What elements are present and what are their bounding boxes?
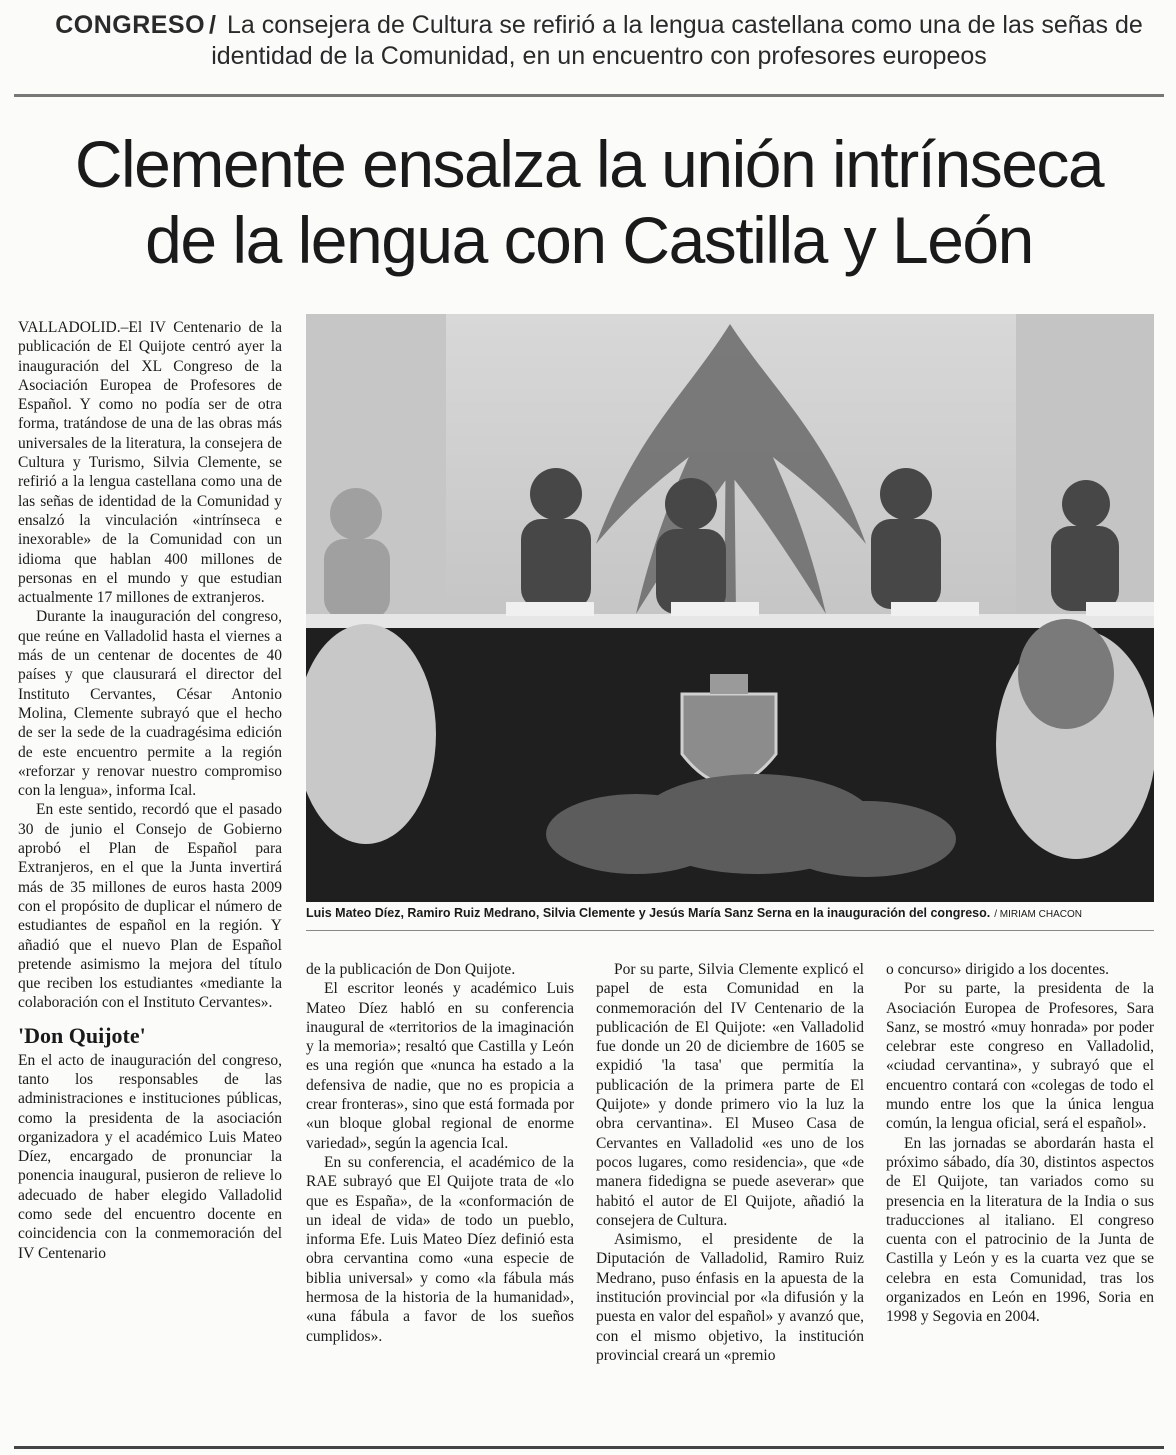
headline-line-2: de la lengua con Castilla y León — [145, 203, 1033, 277]
caption-rule — [306, 930, 1154, 931]
article-column-1 — [18, 318, 282, 1263]
paragraph-6: En su conferencia, el académico de la RAE subrayó que El Quijote trata de «lo que es España», de la «conformación de un ideal de vida» de todo un pueblo, informa Efe. Luis Mateo Díez definió esta obra cervantina como «una especie de biblia universal» y como «la fábula más hermosa de la historia de la humanidad», «una fábula a favor de los sueños cumplidos». — [306, 1153, 574, 1345]
photo-credit: / MIRIAM CHACON — [994, 909, 1082, 920]
headline — [14, 126, 1164, 278]
paragraph-7: Por su parte, Silvia Clemente explicó el papel de esta Comunidad en la conmemoración del IV Centenario de la publicación de El Quijote: «en Valladolid fue donde un 20 de diciembre de 1605 se expidió 'la tasa' que permitía la publicación de la primera parte de El Quijote» y donde primero vio la luz la obra cervantina». El Museo Casa de Cervantes en Valladolid «es uno de los pocos lugares, como residencia», que «de manera fidedigna se puede aseverar» que habitó el autor de El Quijote, añadió la consejera de Cultura. — [596, 961, 864, 1229]
section-label: CONGRESO — [55, 11, 206, 39]
kicker-text: La consejera de Cultura se refirió a la lengua castellana como una de las señas de identidad de la Comunidad, en un encuentro con profesores europeos — [211, 11, 1143, 70]
paragraph-3: En este sentido, recordó que el pasado 30 de junio el Consejo de Gobierno aprobó el Plan de Español para Extranjeros, en el que la Junta invertirá más de 35 millones de euros hasta 2009 con el propósito de duplicar el número de estudiantes de español en la región. Y añadió que el nuevo Plan de Español pretende asimismo la mejora del título que reciben los estudiantes «mediante la colaboración con el Instituto Cervantes». — [18, 801, 282, 1012]
photo-caption-text: Luis Mateo Díez, Ramiro Ruiz Medrano, Silvia Clemente y Jesús María Sanz Serna en la inauguración del congreso. — [306, 906, 991, 920]
event-photo — [306, 314, 1154, 902]
subhead: 'Don Quijote' — [18, 1022, 146, 1048]
headline-line-1: Clemente ensalza la unión intrínseca — [74, 127, 1104, 201]
photo-caption — [306, 906, 1154, 920]
top-rule — [14, 94, 1164, 97]
paragraph-9: Por su parte, la presidenta de la Asociación Europea de Profesores, Sara Sanz, se mostró «muy honrada» por poder celebrar este congreso en Valladolid, «ciudad cervantina», y subrayó que el encuentro contará con «colegas de todo el mundo entre los que la única lengua común, la lengua oficial, será el español». — [886, 980, 1154, 1133]
paragraph-4: En el acto de inauguración del congreso, tanto los responsables de las administraciones e instituciones públicas, como la presidenta de la asociación organizadora y el académico Luis Mateo Díez, encargado de pronunciar la ponencia inaugural, pusieron de relieve lo adecuado de haber elegido Valladolid como sede del encuentro docente en coincidencia con la conmemoración del IV Centenario — [18, 1051, 282, 1262]
paragraph-1: VALLADOLID.–El IV Centenario de la publicación de El Quijote centró ayer la inauguración del XL Congreso de la Asociación Europea de Profesores de Español. Y como no podía ser de otra forma, tratándose de una de las obras más universales de la literatura, la consejera de Cultura y Turismo, Silvia Clemente, se refirió a la lengua castellana como una de las señas de identidad de la Comunidad y ensalzó la vinculación «intrínseca e inexorable» de la Comunidad con un idioma que hablan 400 millones de personas en el mundo y que estudian actualmente 17 millones de extranjeros. — [18, 319, 282, 607]
section-slash: / — [209, 11, 216, 39]
paragraph-10: En las jornadas se abordarán hasta el próximo sábado, día 30, distintos aspectos de El Quijote, tan variados como su presencia en la literatura de la India o sus traducciones al italiano. El congreso cuenta con el patrocinio de la Junta de Castilla y León y es la cuarta vez que se celebra en esta Comunidad, tras los organizados en León en 1996, Soria en 1998 y Segovia en 2004. — [886, 1134, 1154, 1326]
paragraph-8: Asimismo, el presidente de la Diputación de Valladolid, Ramiro Ruiz Medrano, puso énfasis en la apuesta de la institución provincial por «la difusión y la puesta en valor del español» y avanzó que, con el mismo objetivo, la institución provincial creará un «premio — [596, 1231, 864, 1364]
article-column-3 — [596, 960, 864, 1365]
article-column-4 — [886, 960, 1154, 1327]
paragraph-2: Durante la inauguración del congreso, que reúne en Valladolid hasta el viernes a más de un centenar de docentes de 40 países y que clausurará el director del Instituto Cervantes, César Antonio Molina, Clemente subrayó que el hecho de ser la sede de la cuadragésima edición de este encuentro permite a la región «reforzar y renovar nuestro compromiso con la lengua», informa Ical. — [18, 608, 282, 800]
paragraph-5: El escritor leonés y académico Luis Mateo Díez habló en su conferencia inaugural de «territorios de la imaginación y la memoria»; resaltó que Castilla y León es una región que «nunca ha estado a la defensiva de nadie, que no es propicia a crear fronteras», sino que está formada por «un bloque global regional de enorme variedad», según la agencia Ical. — [306, 980, 574, 1152]
article-column-2 — [306, 960, 574, 1346]
paragraph-8-continued: o concurso» dirigido a los docentes. — [886, 961, 1109, 978]
bottom-rule — [14, 1446, 1164, 1449]
kicker — [44, 10, 1154, 72]
event-photo-illustration — [306, 314, 1154, 902]
paragraph-4-continued: de la publicación de Don Quijote. — [306, 961, 516, 978]
